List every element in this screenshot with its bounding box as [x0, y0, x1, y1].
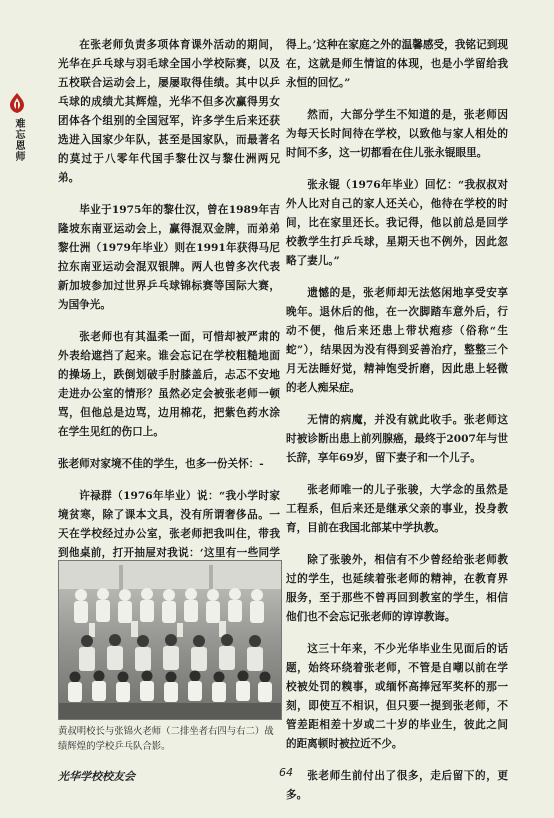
paragraph: 毕业于1975年的黎仕汉，曾在1989年吉隆坡东南亚运动会上，赢得混双金牌，而弟弟黎仕洲（1979年毕业）则在1991年获得马尼拉东南亚运动会混双银牌。两人也曾多次代表新加坡参加过世界乒乓球锦标赛等国际大赛，为国争光。 — [58, 204, 280, 311]
section-side-title: 难忘恩师 — [13, 118, 24, 162]
right-column — [286, 36, 508, 818]
paragraph: 在张老师负责多项体育课外活动的期间，光华在乒乓球与羽毛球全国小学校际赛，以及五校联合运动会上，屡屡取得佳绩。其中以乒乓球的成绩尤其辉煌，光华不但多次赢得男女团体各个组别的全国冠军，许多学生后来还获选进入国家少年队，甚至是国家队，而最著名的莫过于八零年代国手黎仕汉与黎仕洲两兄弟。 — [58, 39, 280, 184]
paragraph: 除了张骏外，相信有不少曾经给张老师教过的学生，也延续着张老师的精神，在教育界服务，至于那些不曾再回到教室的学生，相信他们也不会忘记张老师的谆谆教诲。 — [286, 554, 508, 623]
paragraph: 无情的病魔，并没有就此收手。张老师这时被诊断出患上前列腺癌，最终于2007年与世长辞，享年69岁，留下妻子和一个儿子。 — [286, 414, 508, 464]
paragraph: 得上。’这种在家庭之外的温馨感受，我铭记到现在，这就是师生情谊的体现，也是小学留给我永恒的回忆。” — [286, 39, 508, 89]
school-logo-icon — [6, 92, 28, 114]
footer-school-name: 光华学校校友会 — [58, 770, 135, 783]
paragraph: 张老师唯一的儿子张骏，大学念的虽然是工程系，但后来还是继承父亲的事业，投身教育，目前在我国北部某中学执教。 — [286, 484, 508, 534]
paragraph: 张永锟（1976年毕业）回忆：“我叔叔对外人比对自己的家人还关心，他待在学校的时间，比在家里还长。我记得，他以前总是回学校教学生打乒乓球，星期天也不例外，因此忽略了妻儿。” — [286, 179, 508, 267]
paragraph: 张老师生前付出了很多，走后留下的，更多。 — [286, 770, 508, 801]
photo-caption: 黄叔明校长与张锦火老师（二排坐者右四与右二）战绩辉煌的学校乒乓队合影。 — [58, 726, 274, 752]
left-column — [58, 36, 280, 614]
paragraph: 张老师也有其温柔一面，可惜却被严肃的外表给遮挡了起来。谁会忘记在学校粗糙地面的操场上，跌倒划破手肘膝盖后，忐忑不安地走进办公室的情形？虽然必定会被张老师一顿骂，但他总是边骂，边用棉花，把紫色药水涂在学生见红的伤口上。 — [58, 331, 280, 438]
paragraph: 然而，大部分学生不知道的是，张老师因为每天长时间待在学校，以致他与家人相处的时间不多，这一切都看在住儿张永锟眼里。 — [286, 109, 508, 159]
paragraph: 张老师对家境不佳的学生，也多一份关怀：- — [58, 458, 264, 470]
paragraph: 遗憾的是，张老师却无法悠闲地享受安享晚年。退休后的他，在一次脚踏车意外后，行动不便，他后来还患上带状疱疹（俗称“生蛇”），结果因为没有得到妥善治疗，整整三个月无法睡好觉，精神饱受折磨，因此患上轻微的老人痴呆症。 — [286, 287, 508, 394]
paragraph: 许禄群（1976年毕业）说：“我小学时家境贫寒，除了课本文具，没有所谓奢侈品。一天在学校经过办公室，张老师把我叫住，带我到他桌前，打开抽屉对我说：‘这里有一些同学 — [58, 490, 280, 559]
team-group-photo — [58, 560, 282, 720]
paragraph: 这三十年来，不少光华毕业生见面后的话题，始终环绕着张老师，不管是自嘲以前在学校被处罚的糗事，或缅怀高捧冠军奖杯的那一刻，即使互不相识，但只要一提到张老师，不管差距相差十岁或二十岁的毕业生，彼此之间的距离顿时被拉近不少。 — [286, 643, 508, 750]
page-number: 64 — [279, 766, 293, 779]
